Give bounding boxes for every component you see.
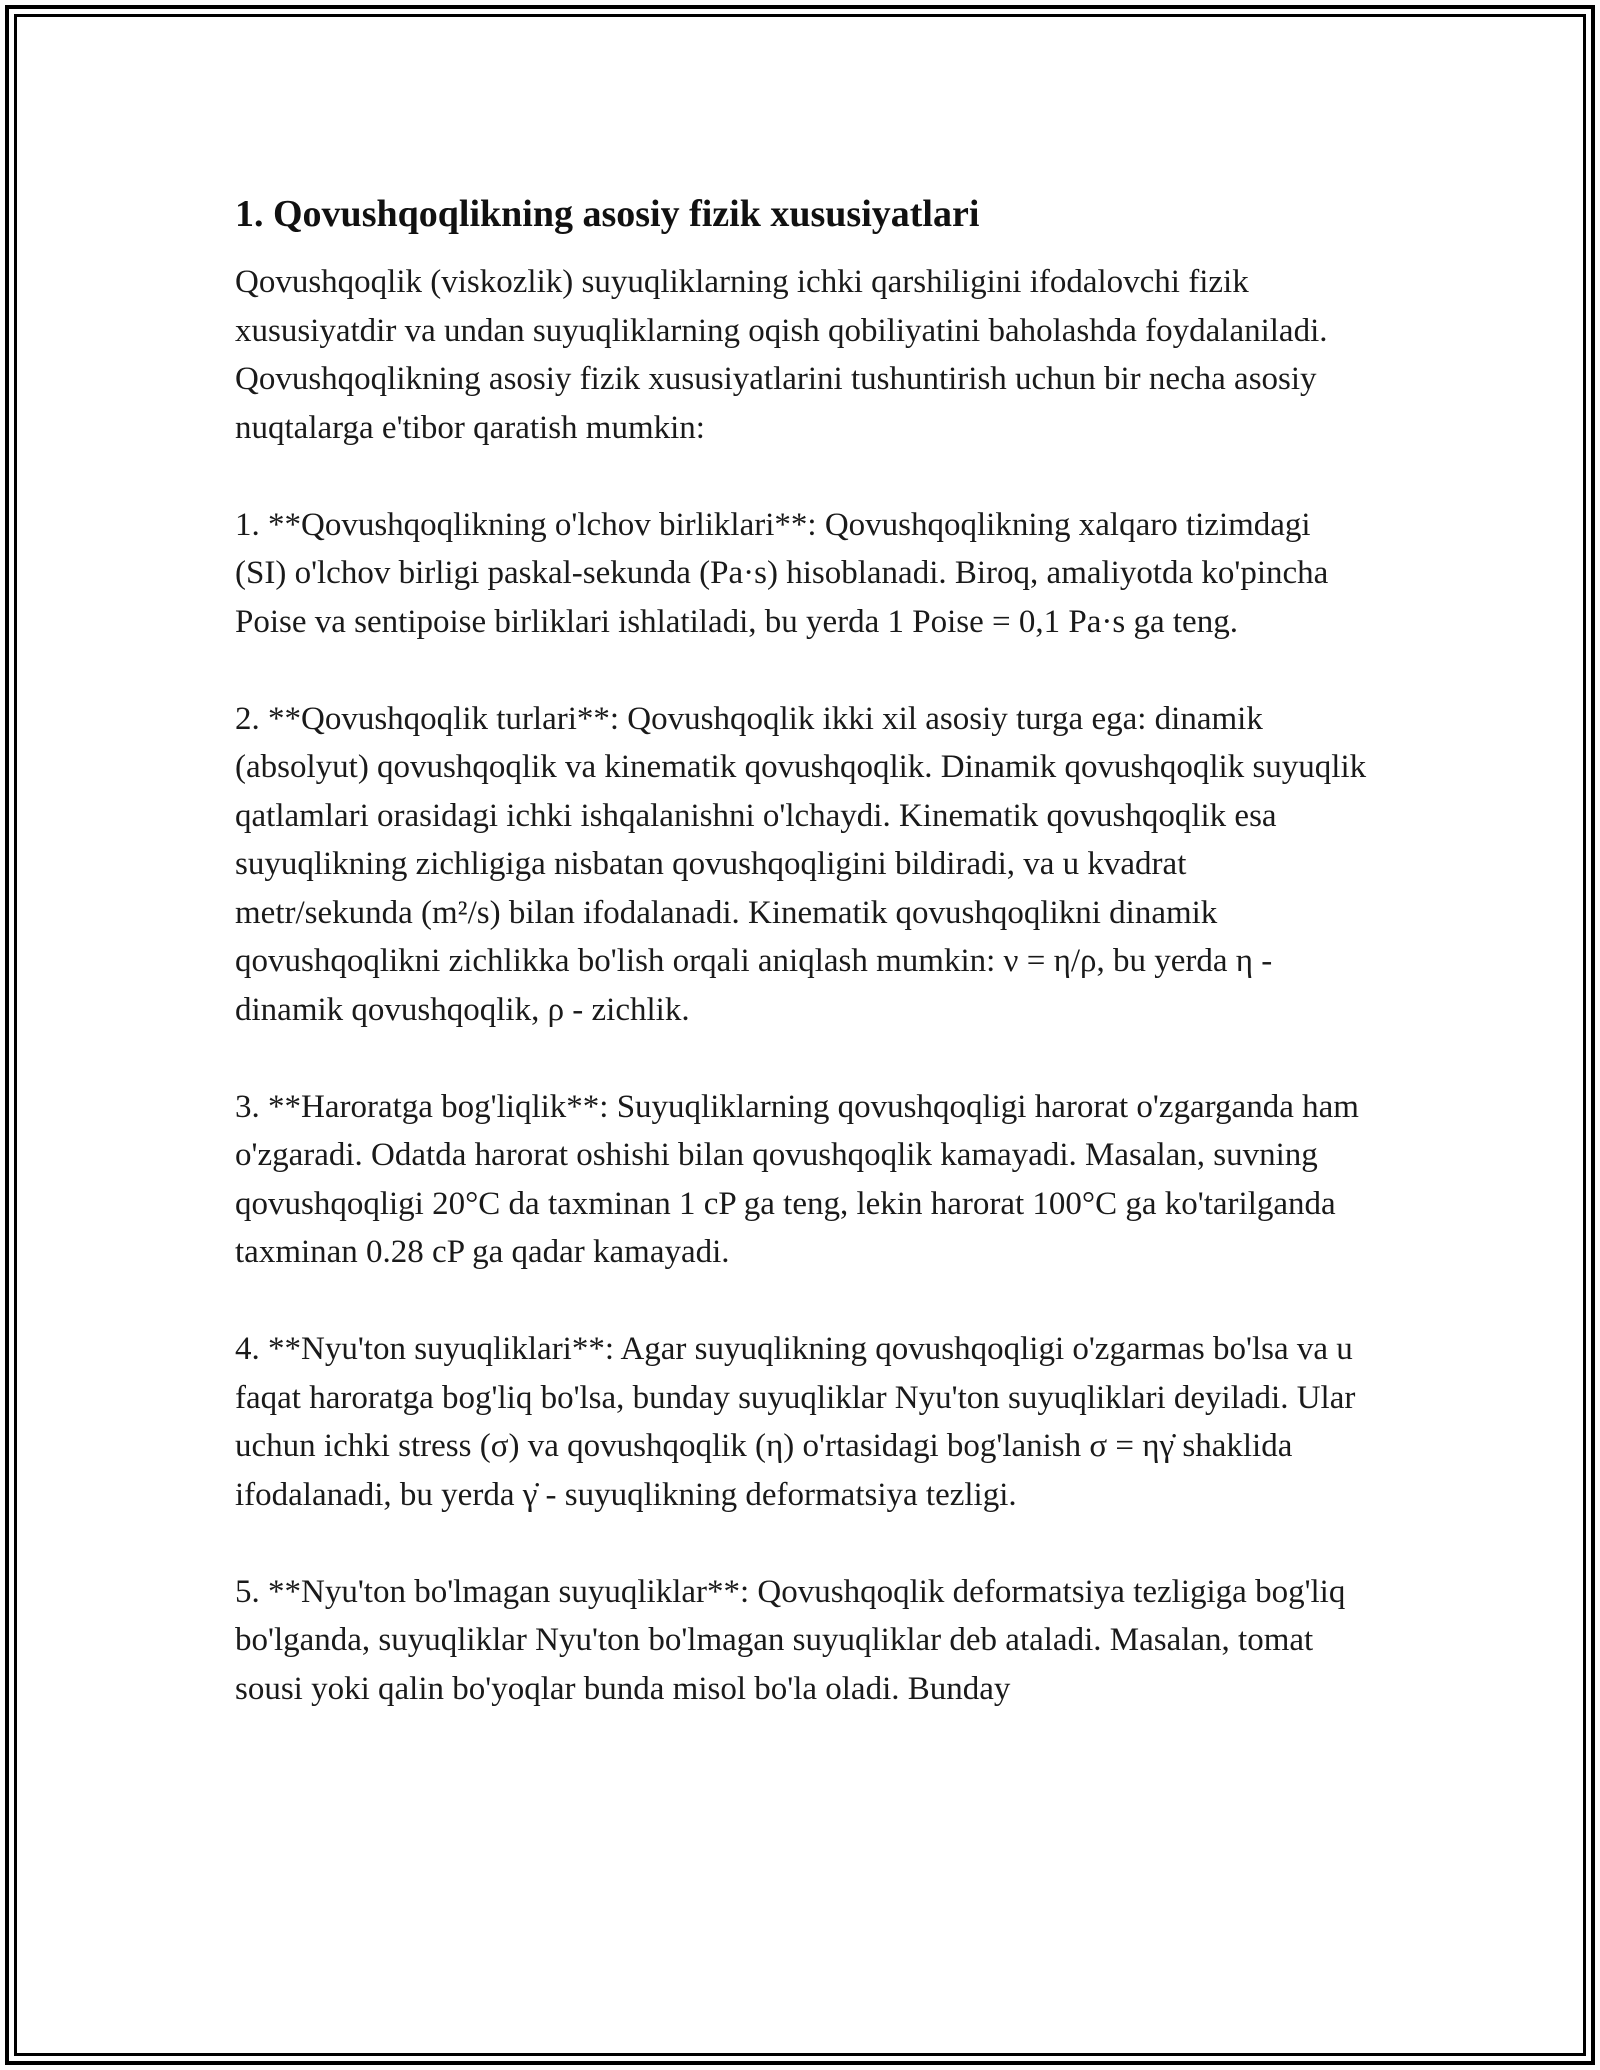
list-item-temperature: 3. **Haroratga bog'liqlik**: Suyuqliklarning qovushqoqligi harorat o'zgarganda ham o'zgaradi. Odatda harorat oshishi bilan qovushqoqlik kamayadi. Masalan, suvning qovushqoqligi 20°C da taxminan 1 cP ga teng, lekin harorat 100°C ga ko'tarilganda taxminan 0.28 cP ga qadar kamayadi. — [235, 1088, 1359, 1270]
list-item-units: 1. **Qovushqoqlikning o'lchov birliklari**: Qovushqoqlikning xalqaro tizimdagi (SI) o'lchov birligi paskal-sekunda (Pa·s) hisoblanadi. Biroq, amaliyotda ko'pincha Poise va sentipoise birliklari ishlatiladi, bu yerda 1 Poise = 0,1 Pa·s ga teng. — [235, 506, 1329, 640]
list-item-non-newtonian: 5. **Nyu'ton bo'lmagan suyuqliklar**: Qovushqoqlik deformatsiya tezligiga bog'liq bo'lganda, suyuqliklar Nyu'ton bo'lmagan suyuqliklar deb ataladi. Masalan, tomat sousi yoki qalin bo'yoqlar bunda misol bo'la oladi. Bunday — [235, 1573, 1346, 1707]
list-item-newtonian: 4. **Nyu'ton suyuqliklari**: Agar suyuqlikning qovushqoqligi o'zgarmas bo'lsa va u faqat haroratga bog'liq bo'lsa, bunday suyuqliklar Nyu'ton suyuqliklari deyiladi. Ular uchun ichki stress (σ) va qovushqoqlik (η) o'rtasidagi bog'lanish σ = ηγ̇ shaklida ifodalanadi, bu yerda γ̇ - suyuqlikning deformatsiya tezligi. — [235, 1331, 1356, 1513]
intro-paragraph: Qovushqoqlik (viskozlik) suyuqliklarning ichki qarshiligini ifodalovchi fizik xususiyatdir va undan suyuqliklarning oqish qobiliyatini baholashda foydalaniladi. Qovushqoqlikning asosiy fizik xususiyatlarini tushuntirish uchun bir necha asosiy nuqtalarga e'tibor qaratish mumkin: — [235, 264, 1328, 446]
section-heading: 1. Qovushqoqlikning asosiy fizik xususiyatlari — [235, 193, 980, 235]
list-item-types: 2. **Qovushqoqlik turlari**: Qovushqoqlik ikki xil asosiy turga ega: dinamik (absolyut) qovushqoqlik va kinematik qovushqoqlik. Dinamik qovushqoqlik suyuqlik qatlamlari orasidagi ichki ishqalanishni o'lchaydi. Kinematik qovushqoqlik esa suyuqlikning zichligiga nisbatan qovushqoqligini bildiradi, va u kvadrat metr/sekunda (m²/s) bilan ifodalanadi. Kinematik qovushqoqlikni dinamik qovushqoqlikni zichlikka bo'lish orqali aniqlash mumkin: ν = η/ρ, bu yerda η - dinamik qovushqoqlik, ρ - zichlik. — [235, 700, 1367, 1028]
document-body — [235, 188, 1370, 1762]
